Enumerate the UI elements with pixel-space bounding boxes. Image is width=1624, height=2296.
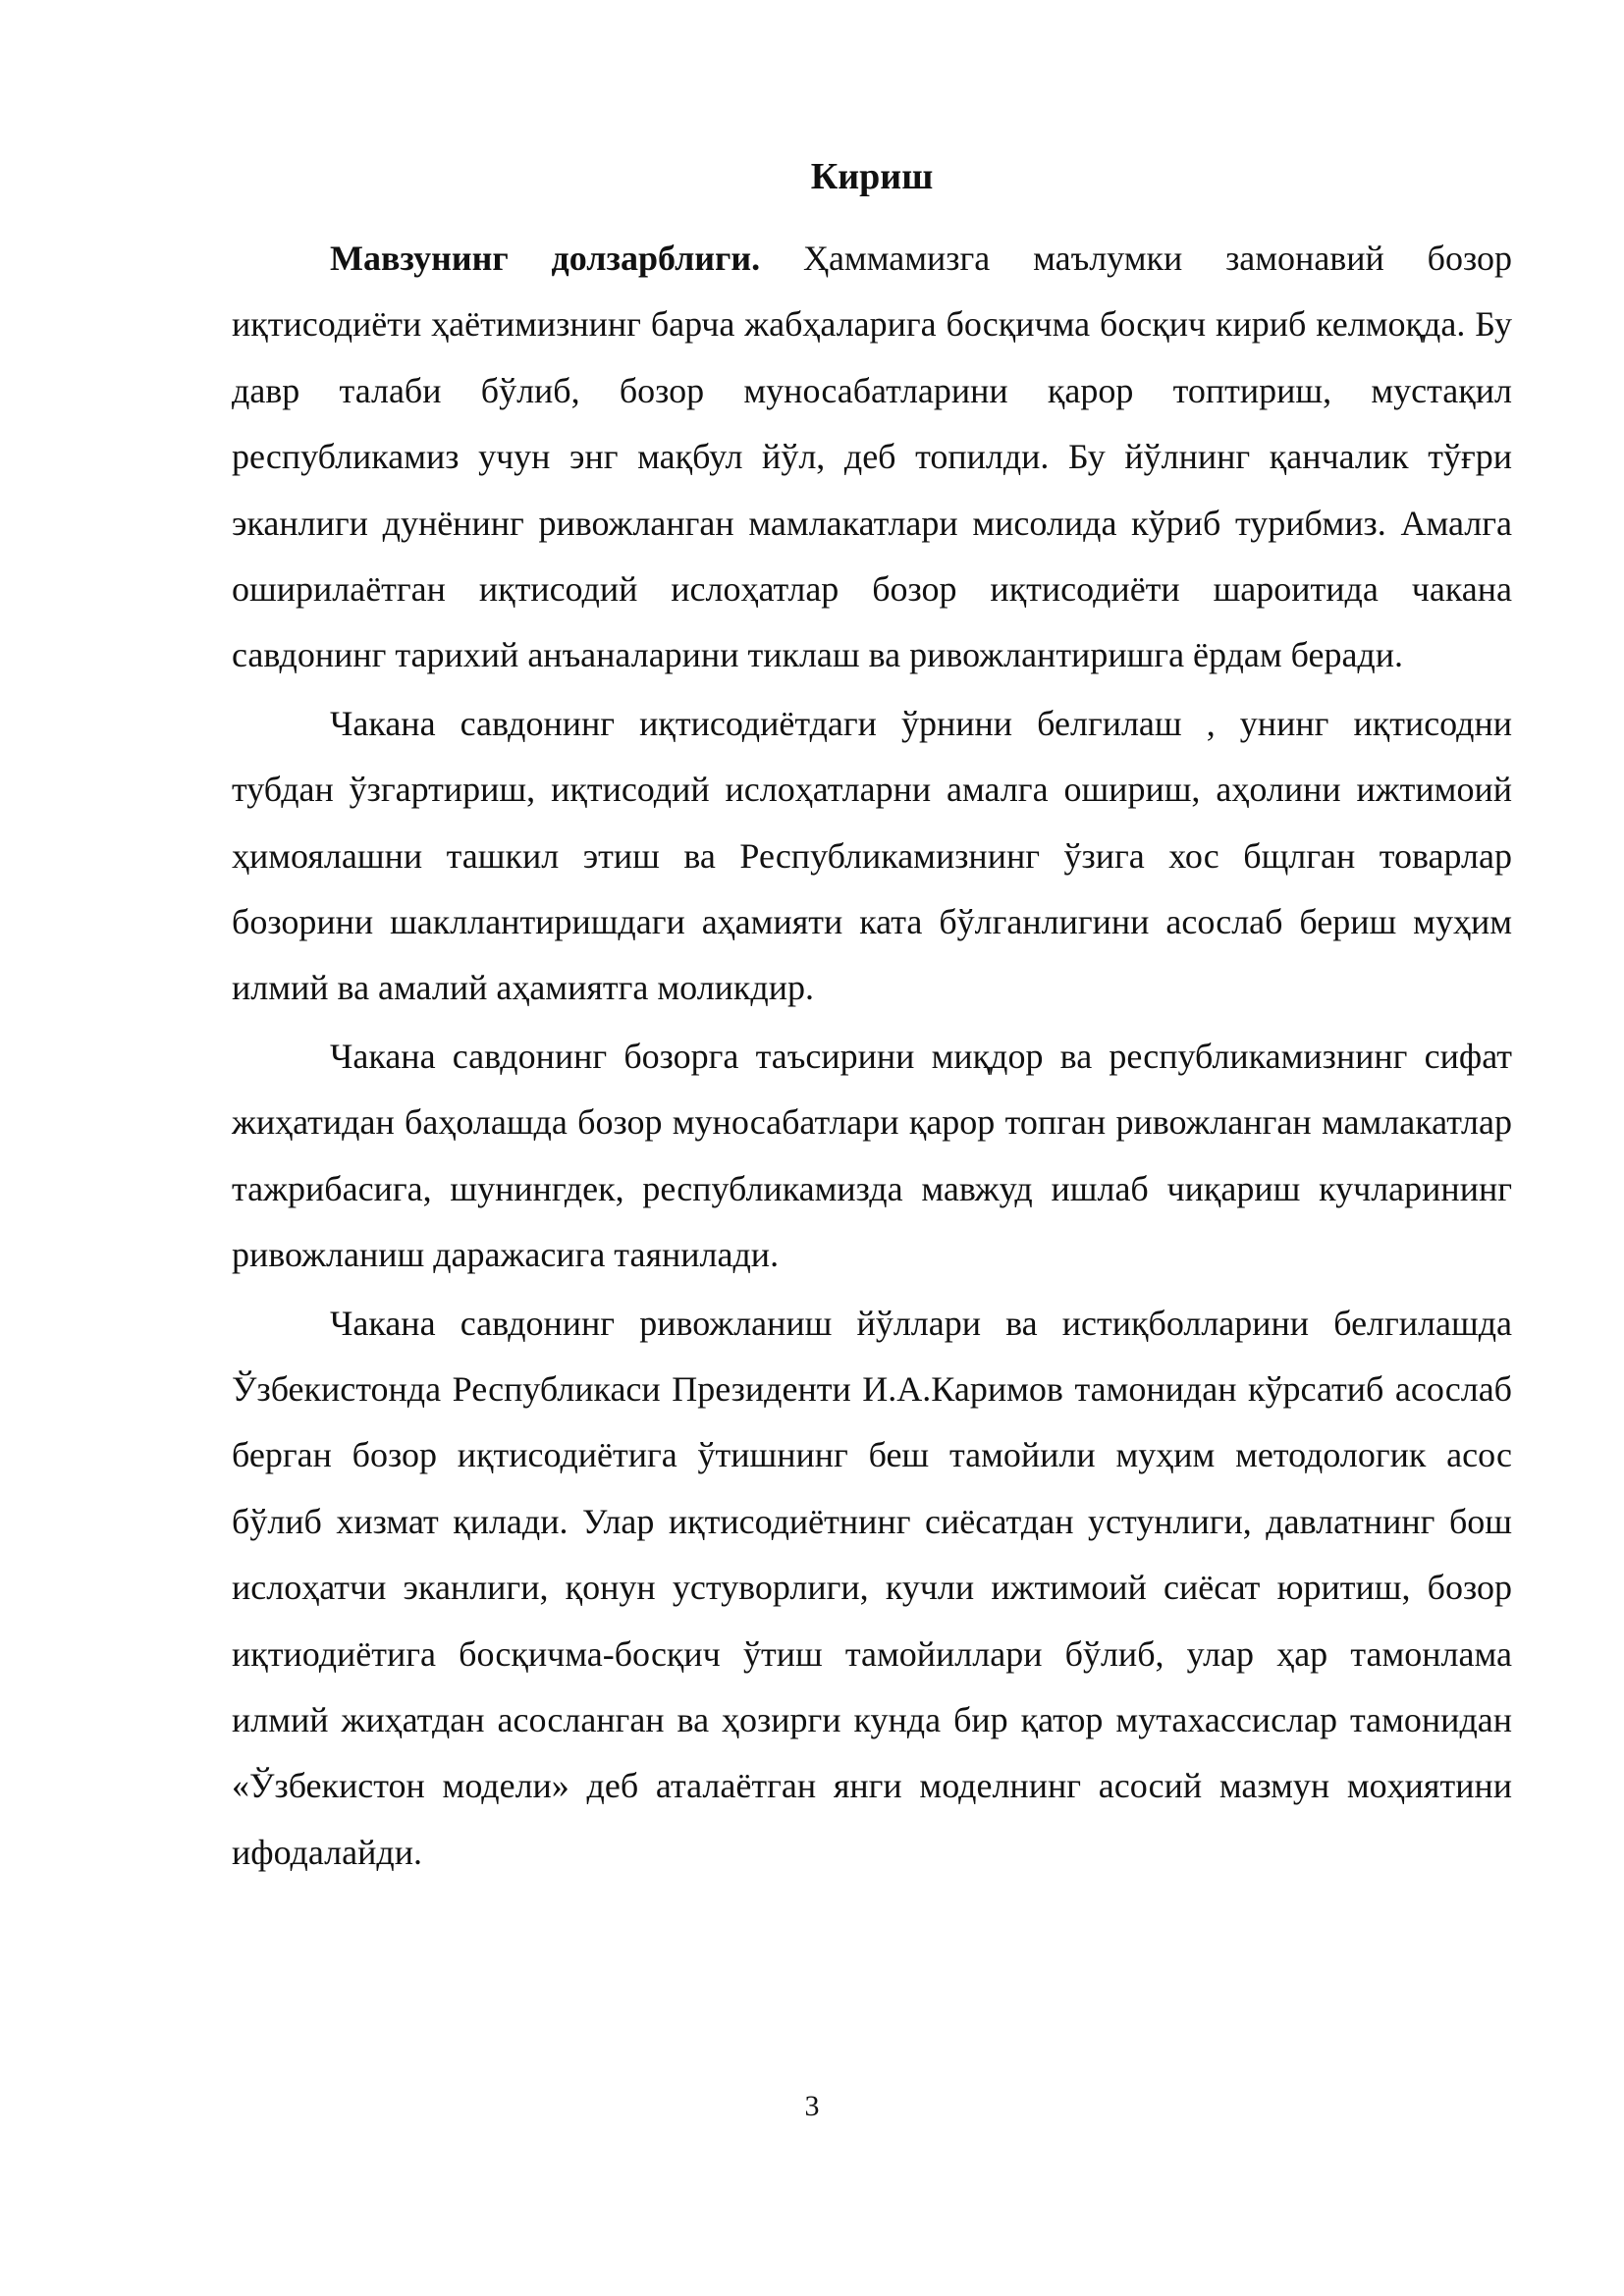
- paragraph-4: [232, 1291, 1512, 1887]
- paragraph-2: [232, 691, 1512, 1022]
- paragraph-text: Чакана савдонинг иқтисодиётдаги ўрнини белгилаш , унинг иқтисодни тубдан ўзгартириш, иқтисодий ислоҳатларни амалга ошириш, аҳолини ижтимоий ҳимоялашни ташкил этиш ва Республикамизнинг ўзига хос бщлган товарлар бозорини шакллантиришдаги аҳамияти ката бўлганлигини асослаб бериш муҳим илмий ва амалий аҳамиятга моликдир.: [232, 703, 1512, 1008]
- paragraph-3: [232, 1024, 1512, 1289]
- page-number: 3: [804, 2090, 820, 2122]
- paragraph-text: Чакана савдонинг бозорга таъсирини миқдор ва республикамизнинг сифат жиҳатидан баҳолашда бозор муносабатлари қарор топган ривожланган мамлакатлар тажрибасига, шунингдек, республикамизда мавжуд ишлаб чиқариш кучларининг ривожланиш даражасига таянилади.: [232, 1036, 1512, 1275]
- paragraph-text: Ҳаммамизга маълумки замонавий бозор иқтисодиёти ҳаётимизнинг барча жабҳаларига босқичма босқич кириб келмоқда. Бу давр талаби бўлиб, бозор муносабатларини қарор топтириш, мустақил республикамиз учун энг мақбул йўл, деб топилди. Бу йўлнинг қанчалик тўғри эканлиги дунёнинг ривожланган мамлакатлари мисолида кўриб турибмиз. Амалга оширилаётган иқтисодий ислоҳатлар бозор иқтисодиёти шароитида чакана савдонинг тарихий анъаналарини тиклаш ва ривожлантиришга ёрдам беради.: [232, 239, 1512, 675]
- page-title: Кириш: [810, 156, 934, 197]
- paragraph-lead: Мавзунинг долзарблиги.: [330, 239, 761, 278]
- paragraph-text: Чакана савдонинг ривожланиш йўллари ва истиқболларини белгилашда Ўзбекистонда Республикаси Президенти И.А.Каримов тамонидан кўрсатиб асослаб берган бозор иқтисодиётига ўтишнинг беш тамойили муҳим методологик асос бўлиб хизмат қилади. Улар иқтисодиётнинг сиёсатдан устунлиги, давлатнинг бош ислоҳатчи эканлиги, қонун устуворлиги, кучли ижтимоий сиёсат юритиш, бозор иқтиодиётига босқичма-босқич ўтиш тамойиллари бўлиб, улар ҳар тамонлама илмий жиҳатдан асосланган ва ҳозирги кунда бир қатор мутахассислар тамонидан «Ўзбекистон модели» деб аталаётган янги моделнинг асосий мазмун моҳиятини ифодалайди.: [232, 1303, 1512, 1872]
- document-body: [232, 149, 1512, 1888]
- paragraph-1: [232, 226, 1512, 689]
